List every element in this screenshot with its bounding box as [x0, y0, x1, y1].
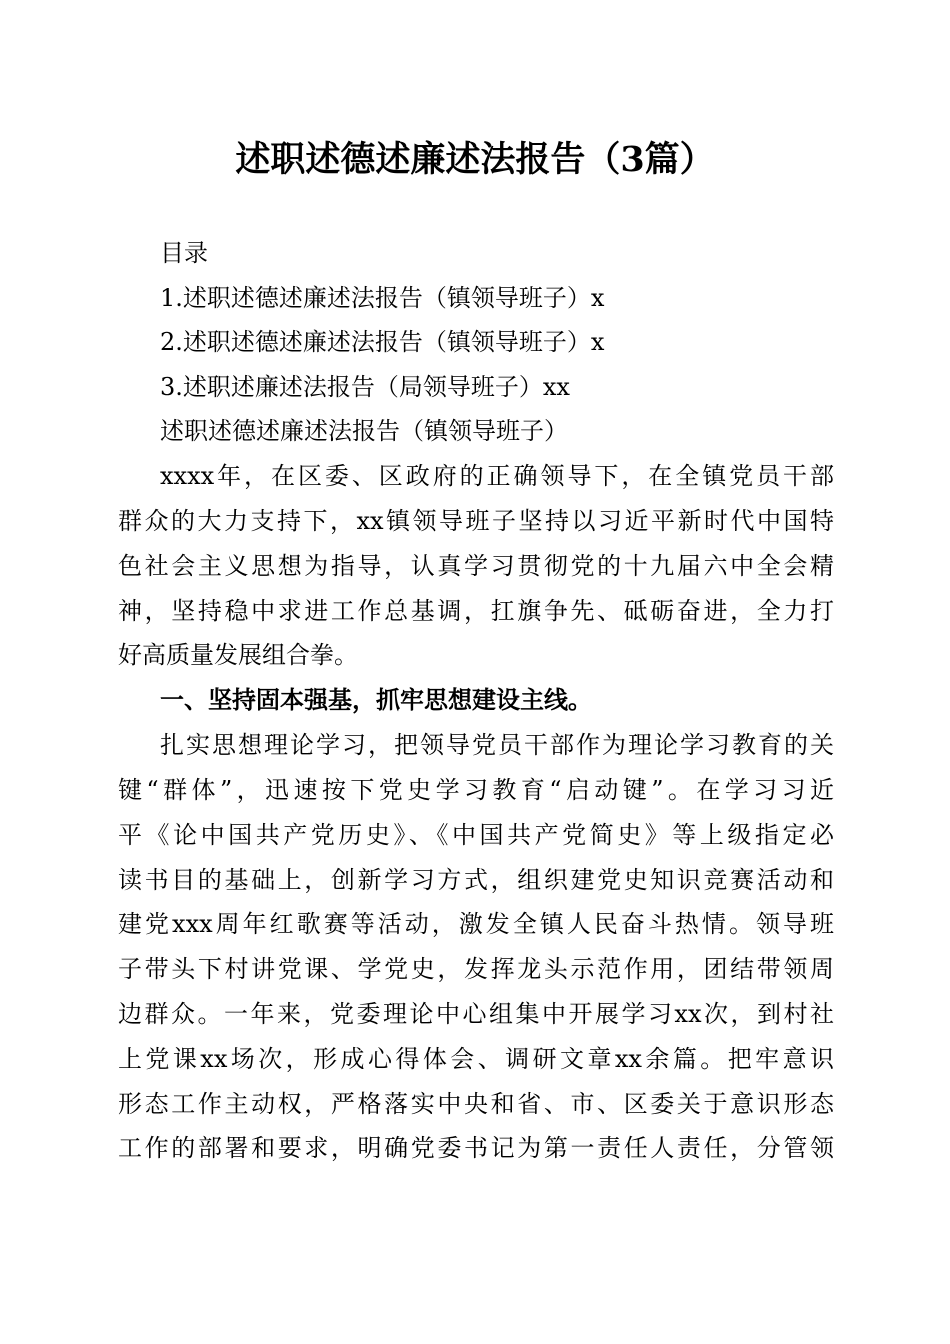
- paragraph-line: 平《论中国共产党历史》、《中国共产党简史》等上级指定必: [118, 821, 834, 849]
- paragraph-line: 子带头下村讲党课、学党史，发挥龙头示范作用，团结带领周: [118, 955, 834, 983]
- paragraph-line: 扎实思想理论学习，把领导党员干部作为理论学习教育的关: [160, 731, 834, 759]
- section-heading: 一、坚持固本强基，抓牢思想建设主线。: [160, 686, 592, 714]
- paragraph-line: 键“群体”，迅速按下党史学习教育“启动键”。在学习习近: [118, 776, 834, 804]
- paragraph-line: 色社会主义思想为指导，认真学习贯彻党的十九届六中全会精: [118, 552, 834, 580]
- document-title: 述职述德述廉述法报告（3篇）: [235, 139, 715, 180]
- toc-label: 目录: [160, 239, 208, 267]
- paragraph-line: 工作的部署和要求，明确党委书记为第一责任人责任，分管领: [118, 1134, 834, 1162]
- paragraph-line: 神，坚持稳中求进工作总基调，扛旗争先、砥砺奋进，全力打: [118, 597, 834, 625]
- paragraph-line: 形态工作主动权，严格落实中央和省、市、区委关于意识形态: [118, 1090, 834, 1118]
- paragraph-line: xxxx年，在区委、区政府的正确领导下，在全镇党员干部: [160, 462, 834, 490]
- paragraph-line: 好高质量发展组合拳。: [118, 641, 358, 669]
- toc-item: 2.述职述德述廉述法报告（镇领导班子）x: [160, 328, 605, 356]
- toc-item: 3.述职述廉述法报告（局领导班子）xx: [160, 373, 570, 401]
- paragraph-line: 读书目的基础上，创新学习方式，组织建党史知识竞赛活动和: [118, 866, 834, 894]
- paragraph-line: 上党课xx场次，形成心得体会、调研文章xx余篇。把牢意识: [118, 1045, 834, 1073]
- paragraph-line: 建党xxx周年红歌赛等活动，激发全镇人民奋斗热情。领导班: [118, 910, 834, 938]
- toc-item: 1.述职述德述廉述法报告（镇领导班子）x: [160, 284, 605, 312]
- section-subtitle: 述职述德述廉述法报告（镇领导班子）: [160, 417, 568, 445]
- paragraph-line: 边群众。一年来，党委理论中心组集中开展学习xx次，到村社: [118, 1000, 834, 1028]
- paragraph-line: 群众的大力支持下，xx镇领导班子坚持以习近平新时代中国特: [118, 507, 834, 535]
